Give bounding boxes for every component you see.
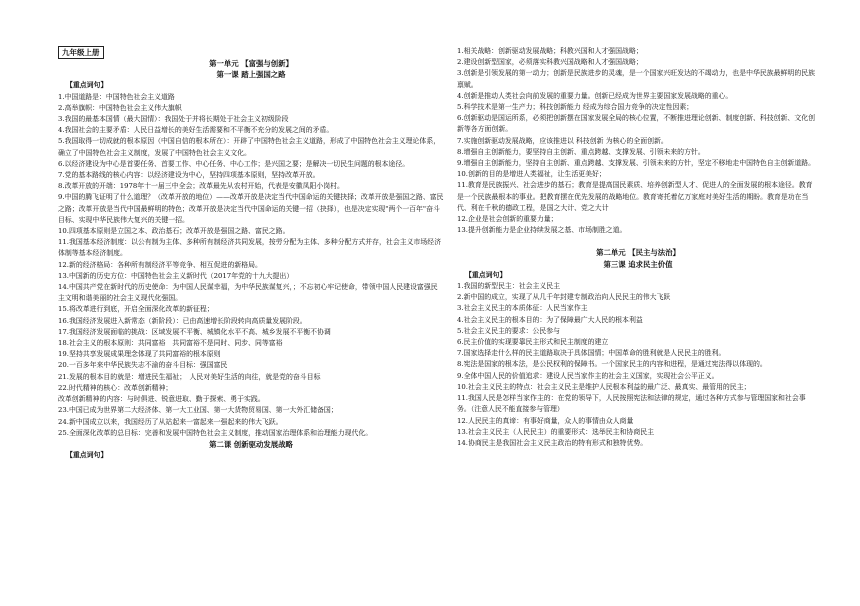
list-item: 11.教育是民族振兴、社会进步的基石；教育是提高国民素质、培养创新型人才、促进人的全面发展的根本途径。教育是一个民族最根本的事业。把教育摆在优先发展的战略地位。教育寄托着亿万家庭对美好生活的期盼。教育是功在当代、利在千秋的德政工程，是国之大计、党之大计 <box>457 181 813 212</box>
unit-title-2: 第二单元 【民主与法治】 <box>596 248 680 258</box>
list-item: 5.科学技术是第一生产力；科技创新能力 经成为综合国力竞争的决定性因素； <box>457 103 694 112</box>
list-item: 9.增强自主创新能力，坚持自主创新、重点跨越、支撑发展、引领未来的方针，坚定不移地走中国特色自主创新道路。 <box>457 159 815 168</box>
list-item: 7.党的基本路线的核心内容：以经济建设为中心，坚持四项基本原则，坚持改革开放。 <box>58 171 320 180</box>
list-item: 改革创新精神的内容：与时俱进、锐意进取、勤于探索、勇于实践。 <box>58 395 265 404</box>
list-item: 1.相关战略：创新驱动发展战略；科教兴国和人才强国战略； <box>457 47 643 55</box>
list-item: 6.以经济建设为中心是首要任务、首要工作、中心任务、中心工作；是兴国之要；是解决一切民生问题的根本途径。 <box>58 159 410 168</box>
list-item: 1.中国道路是：中国特色社会主义道路 <box>58 92 175 101</box>
list-item: 8.宪法是国家的根本法，是公民权利的保障书。一个国家民主的内容和进程，是通过宪法得以体现的。 <box>457 360 767 369</box>
lesson-title-2: 第二课 创新驱动发展战略 <box>209 439 293 449</box>
list-item: 4.我国社会的主要矛盾：人民日益增长的美好生活需要和不平衡不充分的发展之间的矛盾。 <box>58 126 334 135</box>
list-item: 21.发展的根本目的就是：增进民生福祉； 人民对美好生活的向往，就是党的奋斗目标 <box>58 372 321 381</box>
list-item: 5.社会主义民主的要求：公民参与 <box>457 326 561 335</box>
list-item: 3.社会主义民主的本质体征：人民当家作主 <box>457 304 588 313</box>
list-item: 13.提升创新能力是企业持续发展之基、市场制胜之道。 <box>457 226 627 235</box>
list-item: 10.创新的目的是增进人类福祉，让生活更美好； <box>457 170 606 179</box>
list-item: 11.我国人民是怎样当家作主的：在党的领导下，人民按照宪法和法律的规定，通过各种方式参与管理国家和社会事务。（注意人民不能直接参与管理） <box>457 394 806 414</box>
section-heading-2: 【重点词句】 <box>66 451 108 460</box>
lesson-title-1: 第一课 踏上强国之路 <box>216 70 286 80</box>
list-item: 4.创新是推动人类社会向前发展的重要力量。创新已经成为世界主要国家发展战略的重心。 <box>457 91 733 100</box>
list-item: 7.实施创新驱动发展战略，应该推进以 科技创新 为核心的全面创新。 <box>457 136 668 145</box>
lesson-title-3: 第三课 追求民主价值 <box>603 259 673 269</box>
unit-title-1: 第一单元 【富强与创新】 <box>209 59 293 68</box>
right-column <box>457 46 819 449</box>
list-item: 13.社会主义民主（人民民主）的重要形式：选举民主和协商民主 <box>457 427 655 436</box>
section-heading-3: 【重点词句】 <box>465 270 507 279</box>
list-item: 5.我国取得一切成就的根本原因（中国自信的根本所在）：开辟了中国特色社会主义道路，形成了中国特色社会主义理论体系，确立了中国特色社会主义制度，发展了中国特色社会主义文化。 <box>58 137 441 157</box>
list-item: 13.中国新的历史方位：中国特色社会主义新时代（2017年党的十九大提出） <box>58 271 294 280</box>
list-item: 6.创新驱动是国运所系，必须把创新摆在国家发展全局的核心位置，不断推进理论创新、制度创新、科技创新、文化创新等各方面创新。 <box>457 114 815 134</box>
list-item: 19.坚持共享发展成果理念体现了共同富裕的根本原则 <box>58 350 221 359</box>
list-item: 17.我国经济发展面临的挑战：区域发展不平衡、城镇化水平不高、城乡发展不平衡不协调 <box>58 327 331 336</box>
list-item: 14.中国共产党在新时代的历史使命：为中国人民谋幸福，为中华民族谋复兴，；不忘初心牢记使命，带领中国人民建设富强民主文明和谐美丽的社会主义现代化强国。 <box>58 283 438 303</box>
list-item: 10.社会主义民主的特点：社会主义民主是维护人民根本利益的最广泛、最真实、最管用的民主； <box>457 382 751 391</box>
list-item: 3.我国的最基本国情（最大国情）：我国处于并将长期处于社会主义初级阶段 <box>58 115 289 124</box>
list-item: 8.改革开放的开端：1978年十一届三中全会；改革最先从农村开始，代表是安徽凤阳小岗村。 <box>58 182 344 191</box>
left-item-list <box>58 92 444 439</box>
list-item: 15.将改革进行到底，开启全面深化改革的新征程； <box>58 305 214 314</box>
list-item: 2.建设创新型国家，必须落实科教兴国战略和人才强国战略； <box>457 58 643 67</box>
right-item-list-b <box>457 281 819 449</box>
list-item: 23.中国已成为世界第二大经济体、第一大工业国、第一大货物贸易国、第一大外汇储备国； <box>58 406 338 415</box>
list-item: 6.民主价值的实现要靠民主形式和民主制度的建立 <box>457 338 609 347</box>
section-heading-1: 【重点词句】 <box>66 81 108 90</box>
list-item: 25.全面深化改革的总目标：完善和发展中国特色社会主义制度，推动国家治理体系和治理能力现代化。 <box>58 428 373 437</box>
list-item: 7.国家选择走什么样的民主道路取决于具体国情；中国革命的胜利就是人民民主的胜利。 <box>457 349 726 358</box>
list-item: 14.协商民主是我国社会主义民主政治的特有形式和独特优势。 <box>457 438 648 447</box>
left-column <box>58 44 444 461</box>
list-item: 16.我国经济发展进入新常态（新阶段）：已由高速增长阶段转向高质量发展阶段。 <box>58 316 307 325</box>
list-item: 4.社会主义民主的根本目的：为了保障最广大人民的根本利益 <box>457 315 643 324</box>
list-item: 10.四项基本原则是立国之本、政治基石；改革开放是强国之路、富民之路。 <box>58 227 290 236</box>
list-item: 9.全体中国人民的价值追求：建设人民当家作主的社会主义国家，实现社会公平正义。 <box>457 371 719 380</box>
list-item: 3.创新是引领发展的第一动力；创新是民族进步的灵魂，是一个国家兴旺发达的不竭动力，也是中华民族最鲜明的民族禀赋。 <box>457 69 815 89</box>
right-item-list-a <box>457 46 819 236</box>
list-item: 9.中国的腾飞证明了什么道理？（改革开放的地位）——改革开放是决定当代中国命运的关键抉择；改革开放是强国之路、富民之路；改革开放是当代中国最鲜明的特色；改革开放是决定当代中国命运的关键一招（抉择），也是决定实现"两个一百年"奋斗目标、实现中华民族伟大复兴的关键一招。 <box>58 193 444 224</box>
list-item: 11.我国基本经济制度：以公有制为主体、多种所有制经济共同发展，按劳分配为主体、多种分配方式并存，社会主义市场经济体制等基本经济制度。 <box>58 238 442 258</box>
list-item: 18.社会主义的根本原则：共同富裕 共同富裕不是同时、同步、同等富裕 <box>58 339 283 348</box>
list-item: 2.高举旗帜：中国特色社会主义伟大旗帜 <box>58 103 182 112</box>
list-item: 12.企业是社会创新的重要力量； <box>457 215 558 224</box>
list-item: 12.人民民主的真谛：有事好商量，众人的事情由众人商量 <box>457 416 634 425</box>
list-item: 8.增强自主创新能力，要坚持自主创新、重点跨越、支撑发展、引领未来的方针。 <box>457 147 705 156</box>
list-item: 22.时代精神的核心：改革创新精神； <box>58 383 173 392</box>
list-item: 20.一百多年来中华民族失志不渝的奋斗目标：强国富民 <box>58 361 228 370</box>
list-item: 12.新的经济格局：各种所有制经济平等竞争、相互促进的新格局。 <box>58 260 262 269</box>
grade-tag: 九年级上册 <box>58 46 104 59</box>
list-item: 1.我国的新型民主：社会主义民主 <box>457 282 561 291</box>
list-item: 24.新中国成立以来，我国经历了从站起来一富起来一强起来的伟大飞跃。 <box>58 417 283 426</box>
list-item: 2.新中国的成立，实现了从几千年封建专制政治向人民民主的伟大飞跃 <box>457 293 671 302</box>
